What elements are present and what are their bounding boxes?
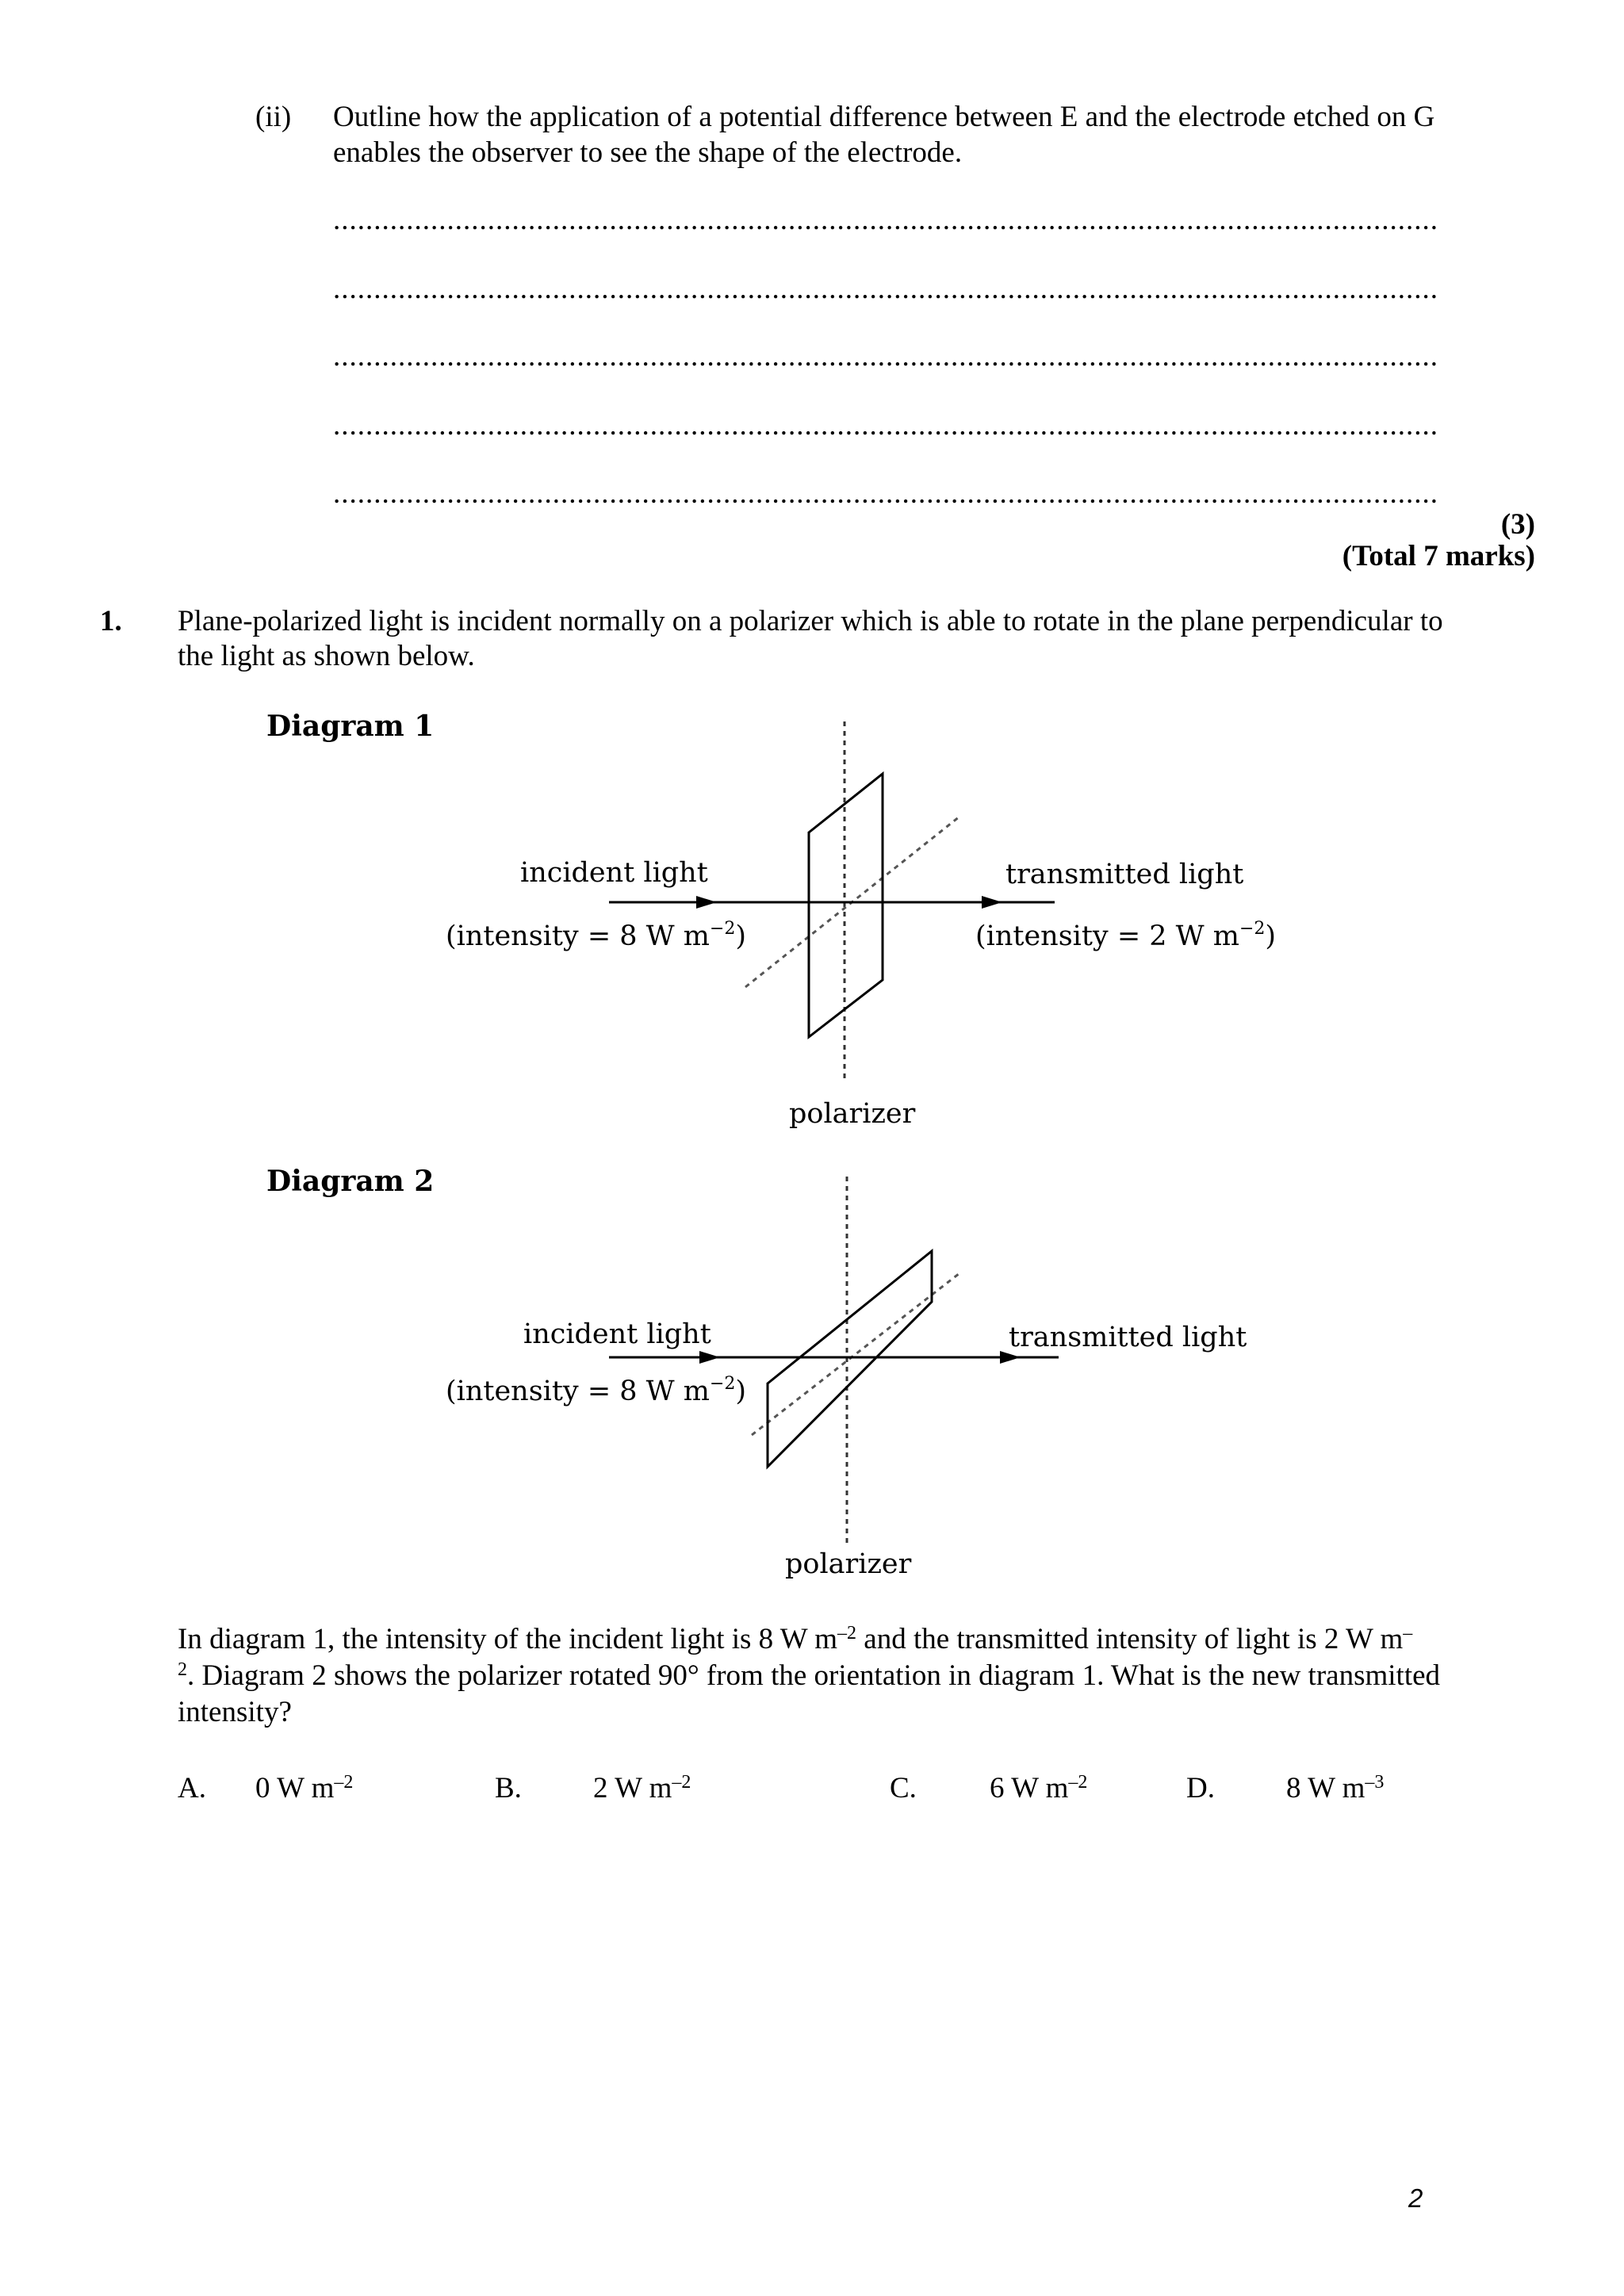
- answer-line[interactable]: ........................................................................................................................................: [333, 477, 1438, 510]
- diagram1-transmitted-label: transmitted light: [1005, 859, 1244, 890]
- answer-line[interactable]: ........................................................................................................................................: [333, 409, 1438, 442]
- question-number: 1.: [100, 605, 122, 637]
- option-b-letter: B.: [495, 1772, 522, 1804]
- answer-line[interactable]: ........................................................................................................................................: [333, 204, 1438, 236]
- diagram1-title: Diagram 1: [266, 710, 435, 743]
- diagram1-polarizer-label: polarizer: [789, 1098, 916, 1130]
- diagram2-transmitted-label: transmitted light: [1009, 1322, 1247, 1353]
- page-number: 2: [1408, 2183, 1423, 2213]
- option-a[interactable]: 0 W $m^{-2}$: [255, 1772, 354, 1804]
- diagram2-incident-label: incident light: [523, 1318, 711, 1350]
- answer-line[interactable]: ........................................................................................................................................: [333, 340, 1438, 373]
- diagram2-diagonal-axis: [752, 1273, 959, 1435]
- option-a-letter: A.: [178, 1772, 206, 1804]
- diagram1-incident-label: incident light: [520, 857, 708, 889]
- part-ii-text-line1: Outline how the application of a potential difference between E and the electrode etched on G: [333, 101, 1435, 133]
- answer-line[interactable]: ........................................................................................................................................: [333, 273, 1438, 305]
- diagram2-title: Diagram 2: [266, 1165, 435, 1198]
- option-d[interactable]: 8 W $m^{-3}$: [1286, 1772, 1385, 1804]
- option-c[interactable]: 6 W $m^{-2}$: [990, 1772, 1088, 1804]
- diagram2-incident-intensity: (intensity = 8 W $m^{-2}$): [446, 1374, 747, 1407]
- diagram1-incident-intensity: (intensity = 8 W $m^{-2}$): [446, 919, 747, 952]
- option-b[interactable]: 2 W $m^{-2}$: [593, 1772, 691, 1804]
- body-text-line1: In diagram 1, the intensity of the incident light is 8 W $m^{-2}$ and the transmitted intensity of light is 2 W m–: [178, 1623, 1413, 1655]
- part-marks: (3): [1500, 508, 1535, 541]
- diagram1-figure: [609, 721, 1055, 1078]
- diagram2-polarizer-label: polarizer: [785, 1548, 912, 1580]
- diagram1-transmitted-intensity: (intensity = 2 W $m^{-2}$): [975, 919, 1277, 952]
- body-text-line3: intensity?: [178, 1696, 292, 1728]
- total-marks: (Total 7 marks): [1342, 540, 1535, 572]
- option-d-letter: D.: [1186, 1772, 1215, 1804]
- body-text-line2: $^2$. Diagram 2 shows the polarizer rotated 90° from the orientation in diagram 1. What is the new transmitted: [178, 1659, 1441, 1692]
- part-ii-text-line2: enables the observer to see the shape of the electrode.: [333, 136, 963, 169]
- question-text-line2: the light as shown below.: [178, 640, 475, 672]
- diagram2-figure: [609, 1177, 1059, 1544]
- question-text-line1: Plane-polarized light is incident normally on a polarizer which is able to rotate in the plane perpendicular to: [178, 605, 1443, 637]
- option-c-letter: C.: [890, 1772, 917, 1804]
- part-label: (ii): [255, 101, 292, 133]
